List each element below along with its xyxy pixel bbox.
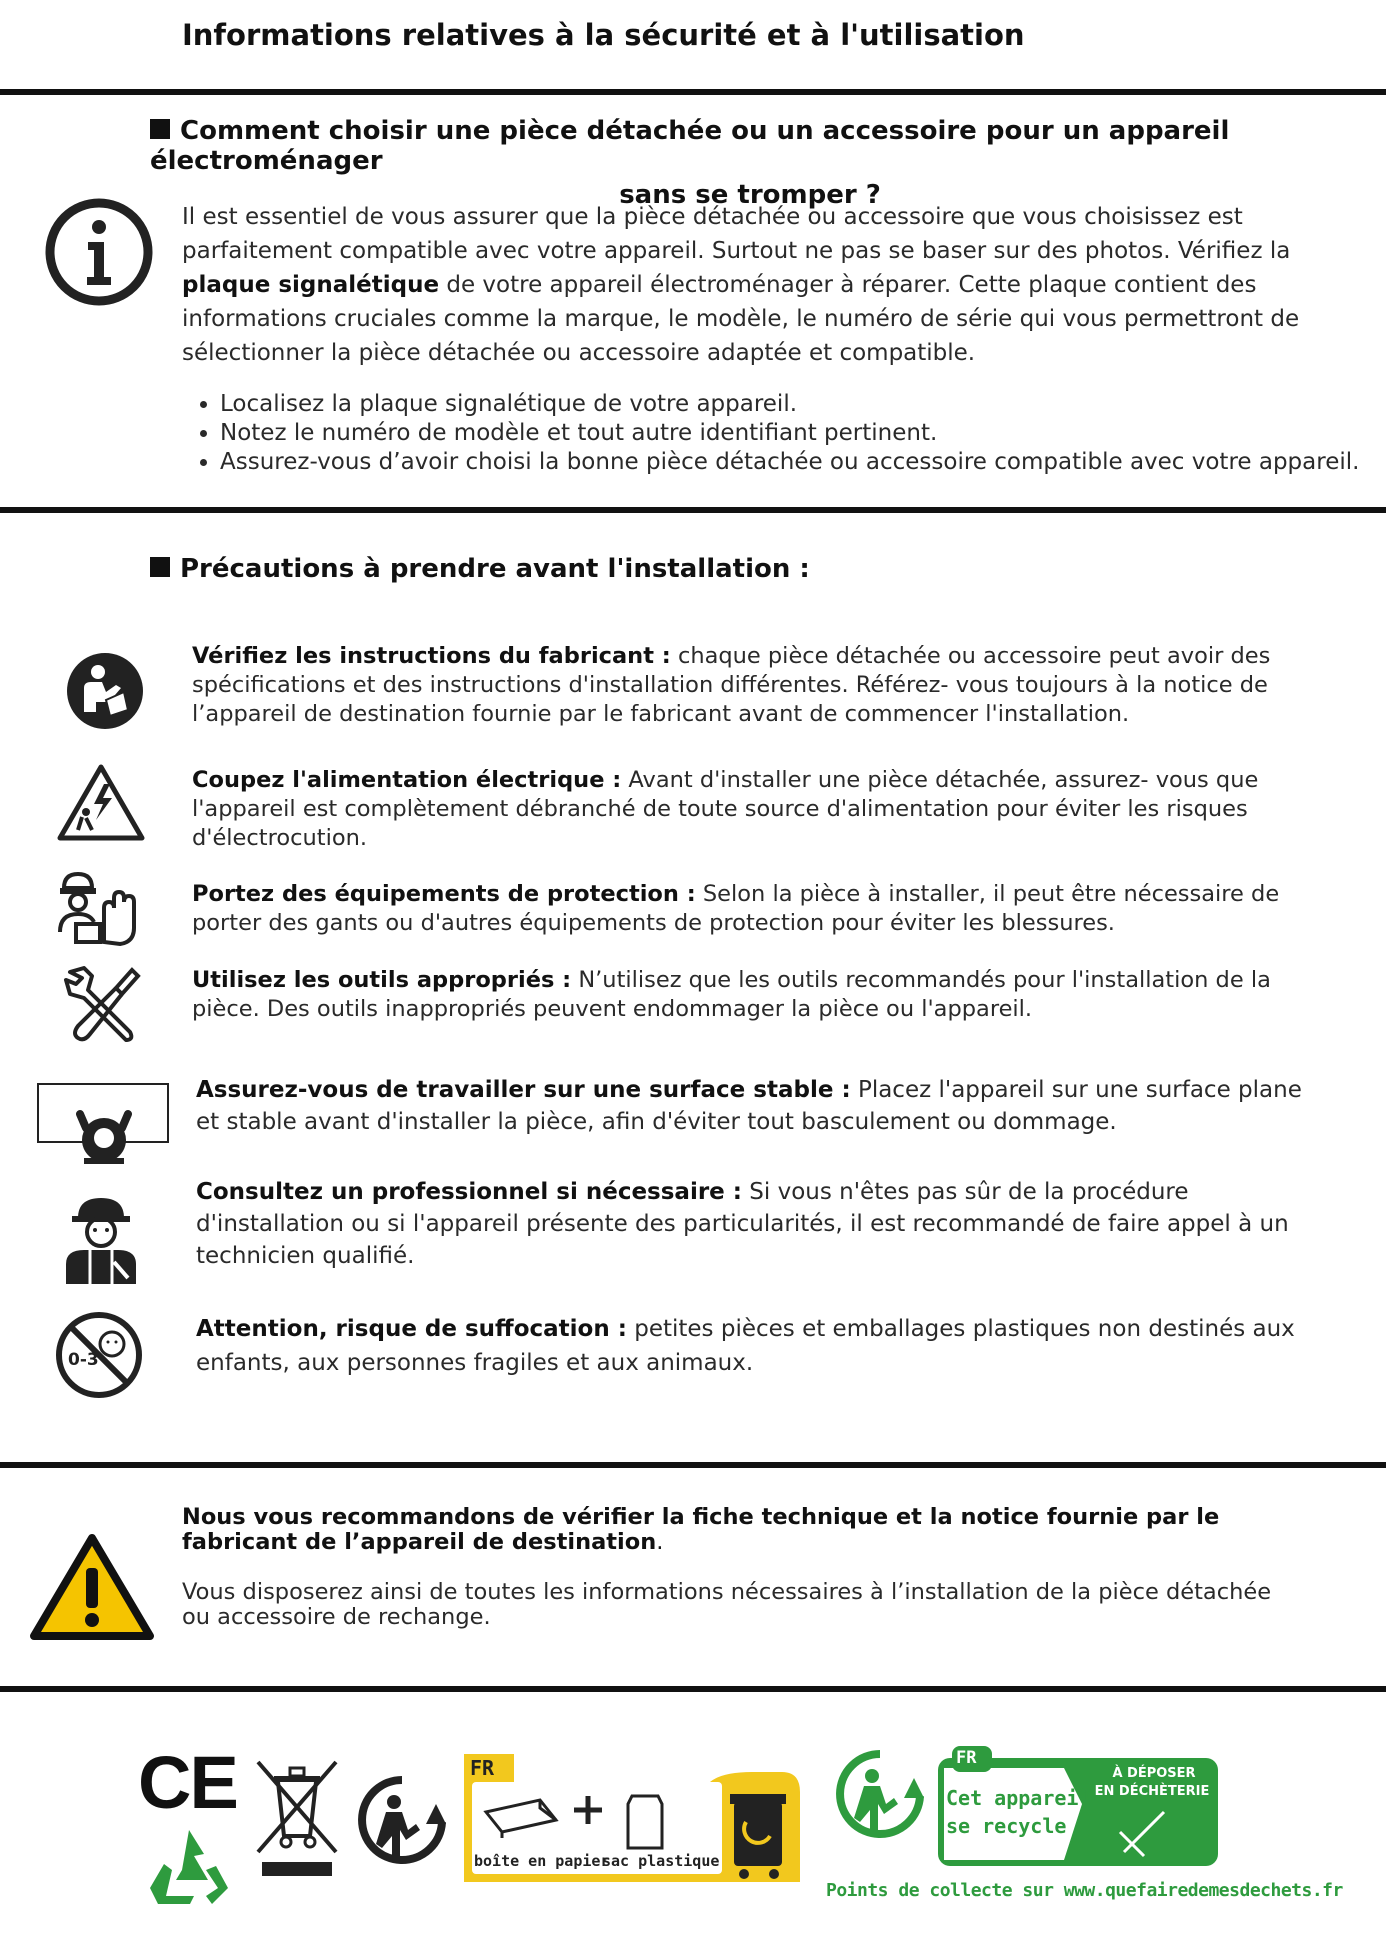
triman-green-icon [834,1748,926,1840]
recommendation-text: Nous vous recommandons de vérifier la fiche technique et la notice fournie par le fabricant de l’appareil de destination. [182,1504,1220,1555]
age-badge: 0-3 [68,1350,99,1370]
list-item: • Notez le numéro de modèle et tout autre identifiant pertinent. [220,419,1370,448]
collection-points-text: Points de collecte sur www.quefairedemesdechets.fr [826,1880,1343,1901]
list-item: Consultez un professionnel si nécessaire : Si vous n'êtes pas sûr de la procédure d'installation ou si l'appareil présente des particularités, il est recommandé de faire appel à un technicien qualifié. [196,1179,1289,1269]
stable-surface-icon [36,1082,172,1172]
list-item: Utilisez les outils appropriés : N’utilisez que les outils recommandés pour l'installation de la pièce. Des outils inappropriés peuvent endommager la pièce ou l'appareil. [192,967,1271,1022]
section1-title: Comment choisir une pièce détachée ou un accessoire pour un appareil électroménager sans se tromper ? [150,116,1230,210]
triman-icon [356,1774,448,1868]
list-item: Vérifiez les instructions du fabricant : chaque pièce détachée ou accessoire peut avoir des spécifications et des instructions d'installation différentes. Référez- vous toujours à la notice de l’appareil de destination fournie par le fabricant avant de commencer l'installation. [192,643,1271,727]
list-item: • Assurez-vous d’avoir choisi la bonne pièce détachée ou accessoire compatible avec votre appareil. [220,448,1370,477]
list-item: • Localisez la plaque signalétique de votre appareil. [220,390,1370,419]
divider [0,1686,1386,1692]
divider [0,507,1386,513]
section1-paragraph: Il est essentiel de vous assurer que la pièce détachée ou accessoire que vous choisissez est parfaitement compatible avec votre appareil. Surtout ne pas se baser sur des photos. Vérifiez la plaque signalétique de votre appareil électroménager à réparer. Cette plaque contient des informations cruciales comme la marque, le modèle, le numéro de série qui vous permettront de sélectionner la pièce détachée ou accessoire adaptée et compatible. [182,204,1300,366]
protective-equipment-icon [54,868,144,948]
divider [0,89,1386,95]
section2-title: Précautions à prendre avant l'installation : [150,554,810,584]
no-children-icon [54,1310,144,1400]
ce-mark: CE [138,1741,237,1824]
bullet-square [150,557,170,577]
bullet-square [150,119,170,139]
weee-bin-icon [254,1758,340,1878]
electric-hazard-icon [56,762,146,842]
recycle-icon [146,1826,232,1906]
list-item: Attention, risque de suffocation : petites pièces et emballages plastiques non destinés aux enfants, aux personnes fragiles et aux animaux. [196,1316,1295,1376]
warning-triangle-icon [28,1532,156,1644]
technician-icon [62,1192,140,1286]
divider [0,1462,1386,1468]
list-item: Coupez l'alimentation électrique : Avant d'installer une pièce détachée, assurez- vous que l'appareil est complètement débranché de toute source d'alimentation pour éviter les risques d'électrocution. [192,767,1259,851]
list-item: Assurez-vous de travailler sur une surface stable : Placez l'appareil sur une surface plane et stable avant d'installer la pièce, afin d'éviter tout basculement ou dommage. [196,1077,1302,1135]
read-manual-icon [66,652,144,730]
recommendation-detail: Vous disposerez ainsi de toutes les informations nécessaires à l’installation de la pièce détachée ou accessoire de rechange. [182,1579,1272,1630]
triman-recycle-info: FR Cet appareil se recycle À DÉPOSER EN DÉCHÈTERIE [934,1744,1224,1868]
tools-icon [62,964,142,1044]
info-circle-icon [44,197,154,307]
page-title: Informations relatives à la sécurité et à l'utilisation [182,18,1025,52]
list-item: Portez des équipements de protection : Selon la pièce à installer, il peut être nécessaire de porter des gants ou d'autres équipements de protection pour éviter les blessures. [192,881,1280,936]
section1-bullet-list [182,390,1370,477]
triman-sorting-info: FR boîte en papier sac plastique [462,1752,804,1888]
